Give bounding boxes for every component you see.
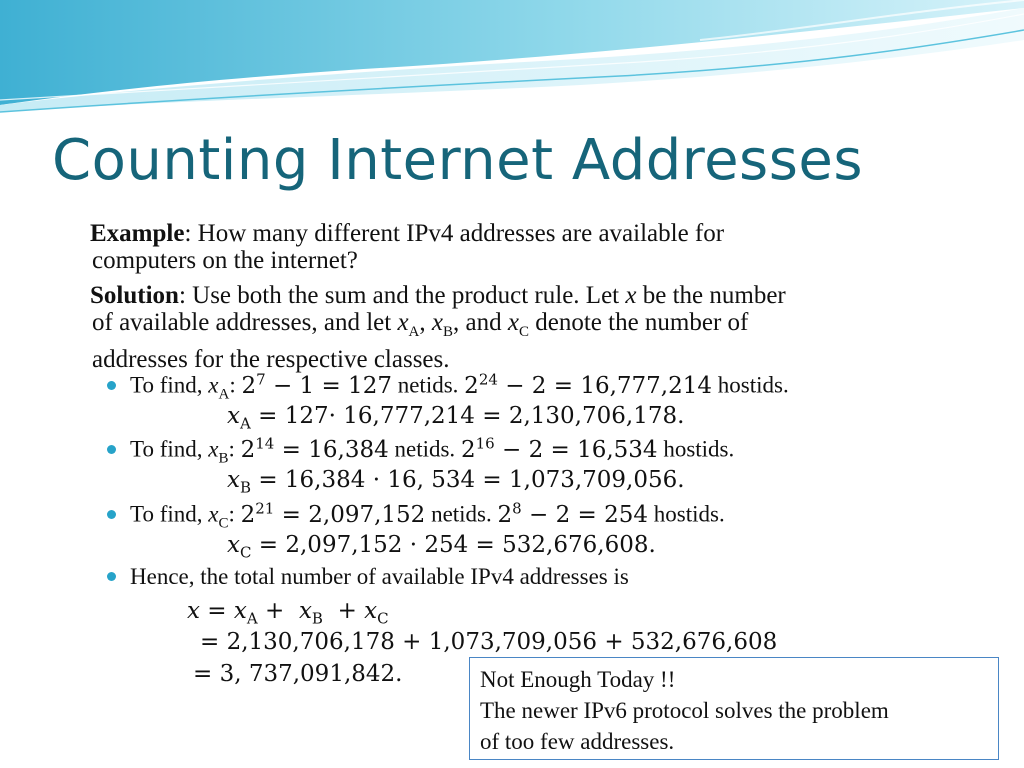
header-wave-decoration (0, 0, 1024, 130)
bullet-dot-icon (107, 510, 116, 519)
result-class-b: $x_B = 16,384 \cdot 16$, 534 = 1,073,709,056. (227, 467, 685, 497)
bullet-total (107, 564, 629, 590)
total-equation-line3: = 3, 737,091,842. (193, 661, 403, 687)
total-equation-line1: $x = x_A + x_B + x_C$ (187, 598, 389, 628)
example-label: Example (90, 220, 185, 247)
note-box (469, 657, 999, 760)
bullet-class-c: To find, $x_C$: $2^{21} = 2,097,152$ netids. $2^8 - 2 = 254$ hostids. (107, 499, 725, 532)
example-paragraph (90, 220, 970, 274)
result-class-a: $x_A = 127\cdot 16,777,214 = 2,130,706,178$. (227, 403, 685, 433)
solution-text-line3: addresses for the respective classes. (92, 346, 450, 373)
note-line1: Not Enough Today !! (480, 667, 676, 692)
solution-paragraph (90, 282, 970, 373)
bullet-dot-icon (107, 572, 116, 581)
solution-text-line2: of available addresses, and let $x_A$, $x_B$, and $x_C$ denote the number of (92, 309, 749, 340)
solution-variable-x: x (625, 282, 637, 309)
total-equation-line2: = 2,130,706,178 + 1,073,709,056 + 532,676,608 (200, 629, 778, 655)
example-text-line1: : How many different IPv4 addresses are available for (184, 220, 725, 247)
bullet-total-text: Hence, the total number of available IPv4 addresses is (130, 564, 629, 589)
example-text-line2: computers on the internet? (92, 247, 358, 274)
bullet-dot-icon (107, 381, 116, 390)
result-class-c: $x_C = 2,097,152 \cdot 254 = 532,676,608$. (227, 532, 656, 562)
note-line2: The newer IPv6 protocol solves the problem (480, 698, 889, 723)
bullet-dot-icon (107, 445, 116, 454)
solution-label: Solution (90, 282, 179, 309)
solution-text-line1b: be the number (636, 282, 786, 309)
page-title: Counting Internet Addresses (52, 128, 864, 193)
solution-text-line1a: : Use both the sum and the product rule. Let (178, 282, 626, 309)
bullet-class-a: To find, $x_A$: $2^7 - 1 = 127$ netids. $2^{24} - 2 = 16,777,214$ hostids. (107, 370, 789, 403)
bullet-class-b: To find, $x_B$: $2^{14} = 16,384$ netids. $2^{16} - 2 = 16,534$ hostids. (107, 434, 734, 467)
note-line3: of too few addresses. (480, 729, 675, 754)
